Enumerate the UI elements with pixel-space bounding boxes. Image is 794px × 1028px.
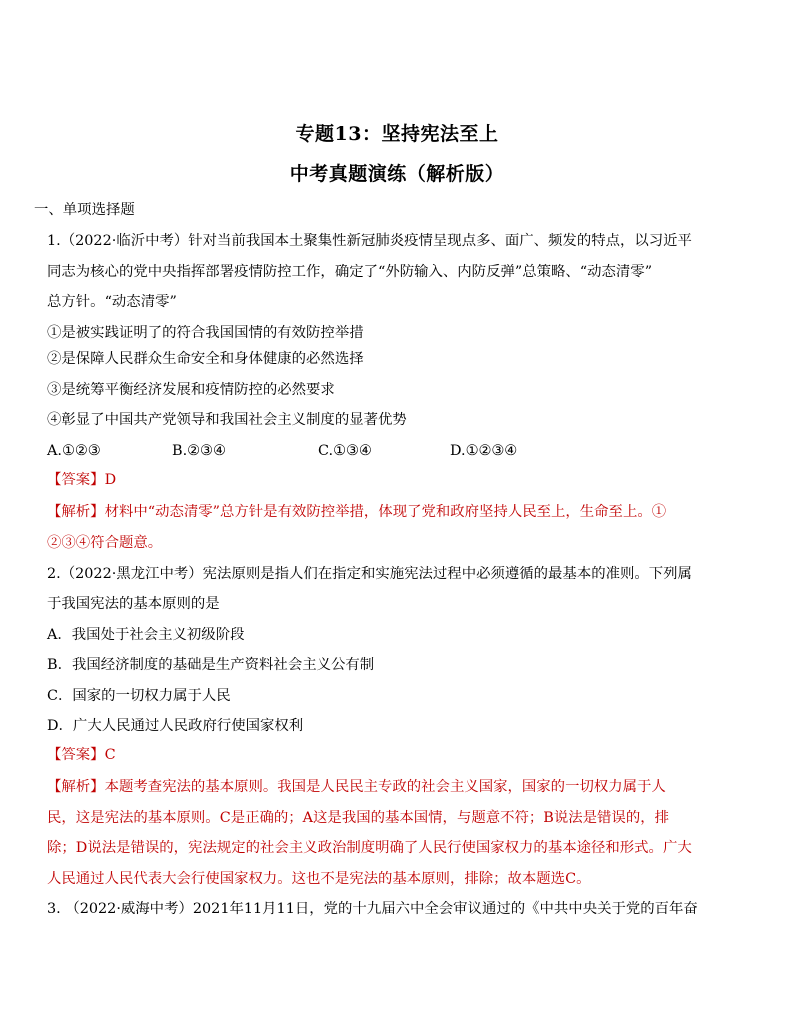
q1-stem-line-3: 总方针。“动态清零”	[47, 294, 177, 310]
q1-option-d: D.①②③④	[450, 443, 518, 459]
q2-analysis-line-1: 【解析】本题考查宪法的基本原则。我国是人民民主专政的社会主义国家，国家的一切权力属于人	[47, 779, 666, 795]
q2-stem-line-2: 于我国宪法的基本原则的是	[47, 596, 220, 612]
q1-item-2: ②是保障人民群众生命安全和身体健康的必然选择	[47, 351, 364, 367]
q1-option-a: A.①②③	[47, 443, 101, 459]
q1-analysis-line-2: ②③④符合题意。	[47, 535, 163, 551]
q2-stem-line-1: 2.（2022·黑龙江中考）宪法原则是指人们在指定和实施宪法过程中必须遵循的最基本的准则。下列属	[47, 566, 692, 582]
q1-stem-line-1: 1.（2022·临沂中考）针对当前我国本土聚集性新冠肺炎疫情呈现点多、面广、频发的特点，以习近平	[47, 233, 692, 249]
q3-stem-line-1: 3. （2022·威海中考）2021年11月11日，党的十九届六中全会审议通过的《中共中央关于党的百年奋	[47, 901, 698, 917]
document-title: 专题13：坚持宪法至上	[295, 123, 499, 145]
q1-analysis-line-1: 【解析】材料中“动态清零”总方针是有效防控举措，体现了党和政府坚持人民至上，生命至上。①	[47, 504, 667, 520]
q2-analysis-line-4: 人民通过人民代表大会行使国家权力。这也不是宪法的基本原则，排除；故本题选C。	[47, 871, 591, 887]
q1-item-4: ④彰显了中国共产党领导和我国社会主义制度的显著优势	[47, 412, 407, 428]
q2-option-b: B．我国经济制度的基础是生产资料社会主义公有制	[47, 657, 375, 673]
q2-option-a: A．我国处于社会主义初级阶段	[47, 627, 245, 643]
q2-analysis-line-2: 民，这是宪法的基本原则。C是正确的；A这是我国的基本国情，与题意不符；B说法是错误的，排	[47, 810, 669, 826]
q2-option-c: C．国家的一切权力属于人民	[47, 688, 231, 704]
section-heading: 一、单项选择题	[34, 202, 135, 218]
q2-option-d: D．广大人民通过人民政府行使国家权利	[47, 718, 304, 734]
q1-option-c: C.①③④	[318, 443, 372, 459]
q1-item-1: ①是被实践证明了的符合我国国情的有效防控举措	[47, 325, 364, 341]
q1-option-b: B.②③④	[172, 443, 226, 459]
q2-analysis-line-3: 除；D说法是错误的，宪法规定的社会主义政治制度明确了人民行使国家权力的基本途径和形式。广大	[47, 840, 692, 856]
document-subtitle: 中考真题演练（解析版）	[289, 163, 505, 185]
q1-answer: 【答案】D	[47, 472, 117, 488]
q1-stem-line-2: 同志为核心的党中央指挥部署疫情防控工作，确定了“外防输入、内防反弹”总策略、“动态清零”	[47, 264, 653, 280]
q2-answer: 【答案】C	[47, 747, 116, 763]
q1-item-3: ③是统筹平衡经济发展和疫情防控的必然要求	[47, 382, 335, 398]
